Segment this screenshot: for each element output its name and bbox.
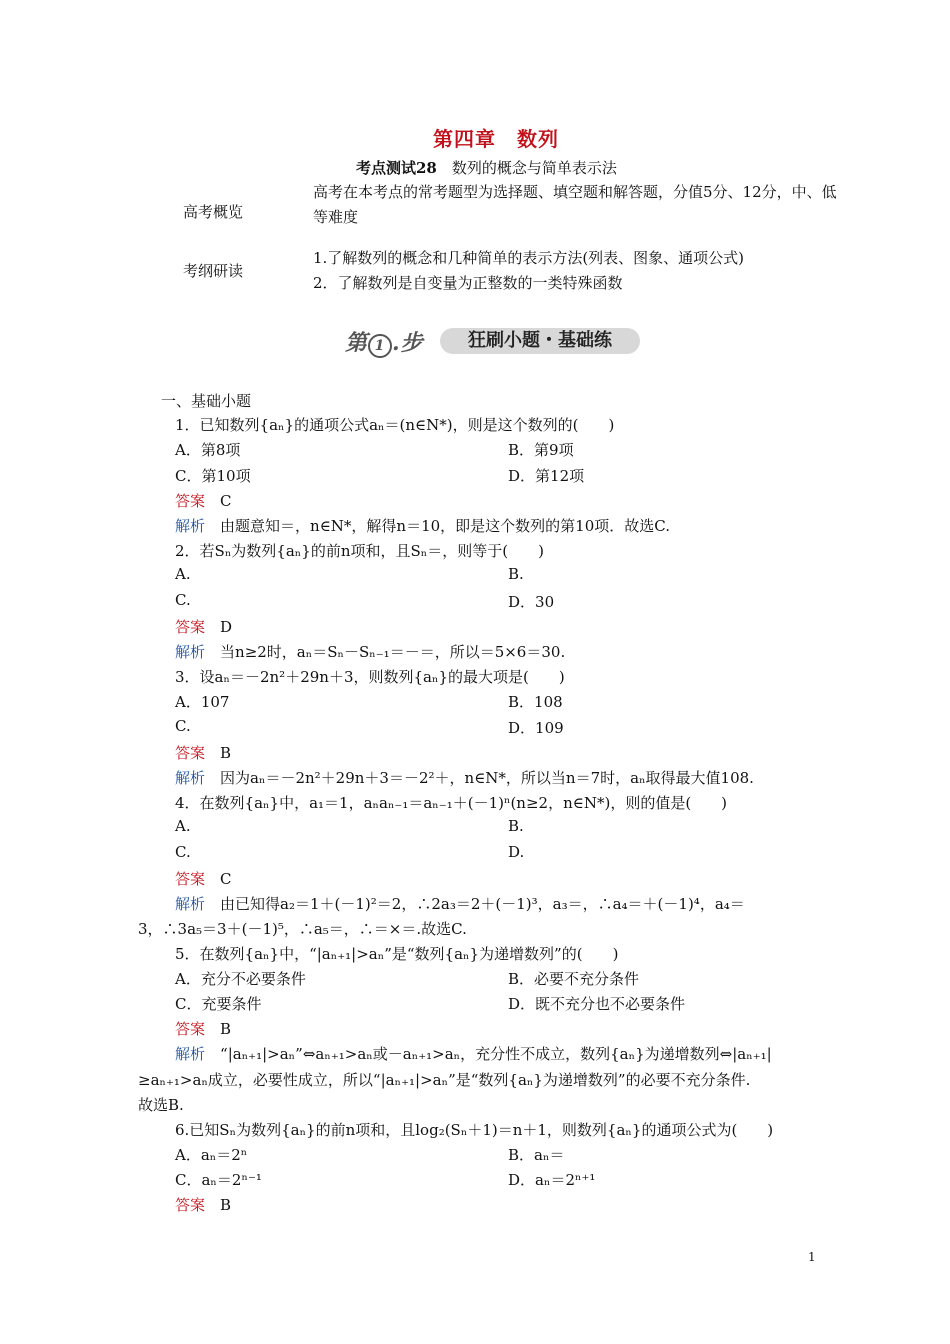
q3-answer: 答案 B [175, 744, 232, 762]
step-label: 第 1 .步 [345, 330, 424, 356]
q3-explanation: 解析 因为aₙ＝－2n²＋29n＋3＝－2²＋，n∈N*，所以当n＝7时，aₙ取得最大值108. [175, 769, 754, 787]
step-banner [345, 326, 645, 358]
answer-label: 答案 [175, 1020, 206, 1038]
q5-explanation-1: 解析 “|aₙ₊₁|>aₙ”⇔aₙ₊₁>aₙ或－aₙ₊₁>aₙ，充分性不成立，数列{aₙ}为递增数列⇔|aₙ₊₁| [175, 1045, 772, 1063]
q5-option-a: A．充分不必要条件 [175, 970, 306, 988]
q1-answer: 答案 C [175, 492, 232, 510]
overview-label: 高考概览 [183, 203, 244, 221]
q6-answer: 答案 B [175, 1196, 232, 1214]
q2-option-c: C. [175, 591, 191, 609]
test-topic: 数列的概念与简单表示法 [451, 159, 617, 177]
explanation-label: 解析 [175, 895, 206, 913]
q6-stem: 6.已知Sₙ为数列{aₙ}的前n项和，且log₂(Sₙ＋1)＝n＋1，则数列{aₙ}的通项公式为( ) [175, 1121, 774, 1139]
answer-label: 答案 [175, 492, 206, 510]
q5-option-d: D．既不充分也不必要条件 [508, 995, 686, 1013]
step-number-circle: 1 [368, 334, 392, 358]
q2-stem: 2．若Sₙ为数列{aₙ}的前n项和，且Sₙ＝，则等于( ) [175, 542, 544, 560]
q2-option-d: D．30 [508, 593, 555, 611]
test-number: 考点测试28 [356, 159, 437, 177]
test-subtitle [356, 157, 617, 178]
q4-explanation-2: 3，∴3a₅＝3＋(－1)⁵，∴a₅＝，∴＝×＝.故选C. [138, 920, 467, 938]
q3-option-b: B．108 [508, 693, 563, 711]
q2-answer: 答案 D [175, 618, 233, 636]
overview-text: 高考在本考点的常考题型为选择题、填空题和解答题，分值5分、12分，中、低等难度 [313, 183, 837, 226]
q1-option-c: C．第10项 [175, 467, 251, 485]
outline-item-1: 1.了解数列的概念和几种简单的表示方法(列表、图象、通项公式) [313, 249, 745, 267]
q5-explanation-3: 故选B. [138, 1096, 184, 1114]
chapter-title: 第四章 数列 [433, 127, 559, 151]
q4-option-c: C. [175, 843, 191, 861]
q3-option-a: A．107 [175, 693, 230, 711]
answer-label: 答案 [175, 618, 206, 636]
q5-answer: 答案 B [175, 1020, 232, 1038]
answer-label: 答案 [175, 1196, 206, 1214]
explanation-label: 解析 [175, 643, 206, 661]
section-title: 一、基础小题 [161, 392, 252, 410]
explanation-label: 解析 [175, 517, 206, 535]
q1-option-a: A．第8项 [175, 441, 241, 459]
q5-option-b: B．必要不充分条件 [508, 970, 640, 988]
page-number: 1 [808, 1250, 816, 1264]
q4-option-d: D. [508, 843, 525, 861]
q5-explanation-2: ≥aₙ₊₁>aₙ成立，必要性成立，所以“|aₙ₊₁|>aₙ”是“数列{aₙ}为递增数列”的必要不充分条件. [138, 1071, 751, 1089]
q1-option-b: B．第9项 [508, 441, 574, 459]
q2-explanation: 解析 当n≥2时，aₙ＝Sₙ－Sₙ₋₁＝－＝，所以＝5×6＝30. [175, 643, 566, 661]
q4-stem: 4．在数列{aₙ}中，a₁＝1，aₙaₙ₋₁＝aₙ₋₁＋(－1)ⁿ(n≥2，n∈N*)，则的值是( ) [175, 794, 728, 812]
q1-stem: 1．已知数列{aₙ}的通项公式aₙ＝(n∈N*)，则是这个数列的( ) [175, 416, 615, 434]
q4-answer: 答案 C [175, 870, 232, 888]
q2-option-b: B. [508, 565, 524, 583]
q3-option-c: C. [175, 717, 191, 735]
q4-option-a: A. [175, 817, 191, 835]
answer-label: 答案 [175, 744, 206, 762]
q5-stem: 5．在数列{aₙ}中，“|aₙ₊₁|>aₙ”是“数列{aₙ}为递增数列”的( ) [175, 945, 619, 963]
q3-stem: 3．设aₙ＝－2n²＋29n＋3，则数列{aₙ}的最大项是( ) [175, 668, 565, 686]
q6-option-b: B．aₙ＝ [508, 1146, 565, 1164]
explanation-label: 解析 [175, 1045, 206, 1063]
q6-option-c: C．aₙ＝2ⁿ⁻¹ [175, 1171, 262, 1189]
outline-item-2: 2．了解数列是自变量为正整数的一类特殊函数 [313, 274, 623, 292]
q5-option-c: C．充要条件 [175, 995, 262, 1013]
answer-label: 答案 [175, 870, 206, 888]
q1-option-d: D．第12项 [508, 467, 585, 485]
outline-label: 考纲研读 [183, 262, 244, 280]
step-pill: 狂刷小题・基础练 [440, 328, 640, 354]
explanation-label: 解析 [175, 769, 206, 787]
q1-explanation: 解析 由题意知＝，n∈N*，解得n＝10，即是这个数列的第10项．故选C. [175, 517, 670, 535]
q4-explanation-1: 解析 由已知得a₂＝1＋(－1)²＝2，∴2a₃＝2＋(－1)³，a₃＝，∴a₄＝＋(－1)⁴，a₄＝ [175, 895, 745, 913]
q2-option-a: A. [175, 565, 191, 583]
q6-option-a: A．aₙ＝2ⁿ [175, 1146, 248, 1164]
q3-option-d: D．109 [508, 719, 564, 737]
q4-option-b: B. [508, 817, 524, 835]
q6-option-d: D．aₙ＝2ⁿ⁺¹ [508, 1171, 596, 1189]
